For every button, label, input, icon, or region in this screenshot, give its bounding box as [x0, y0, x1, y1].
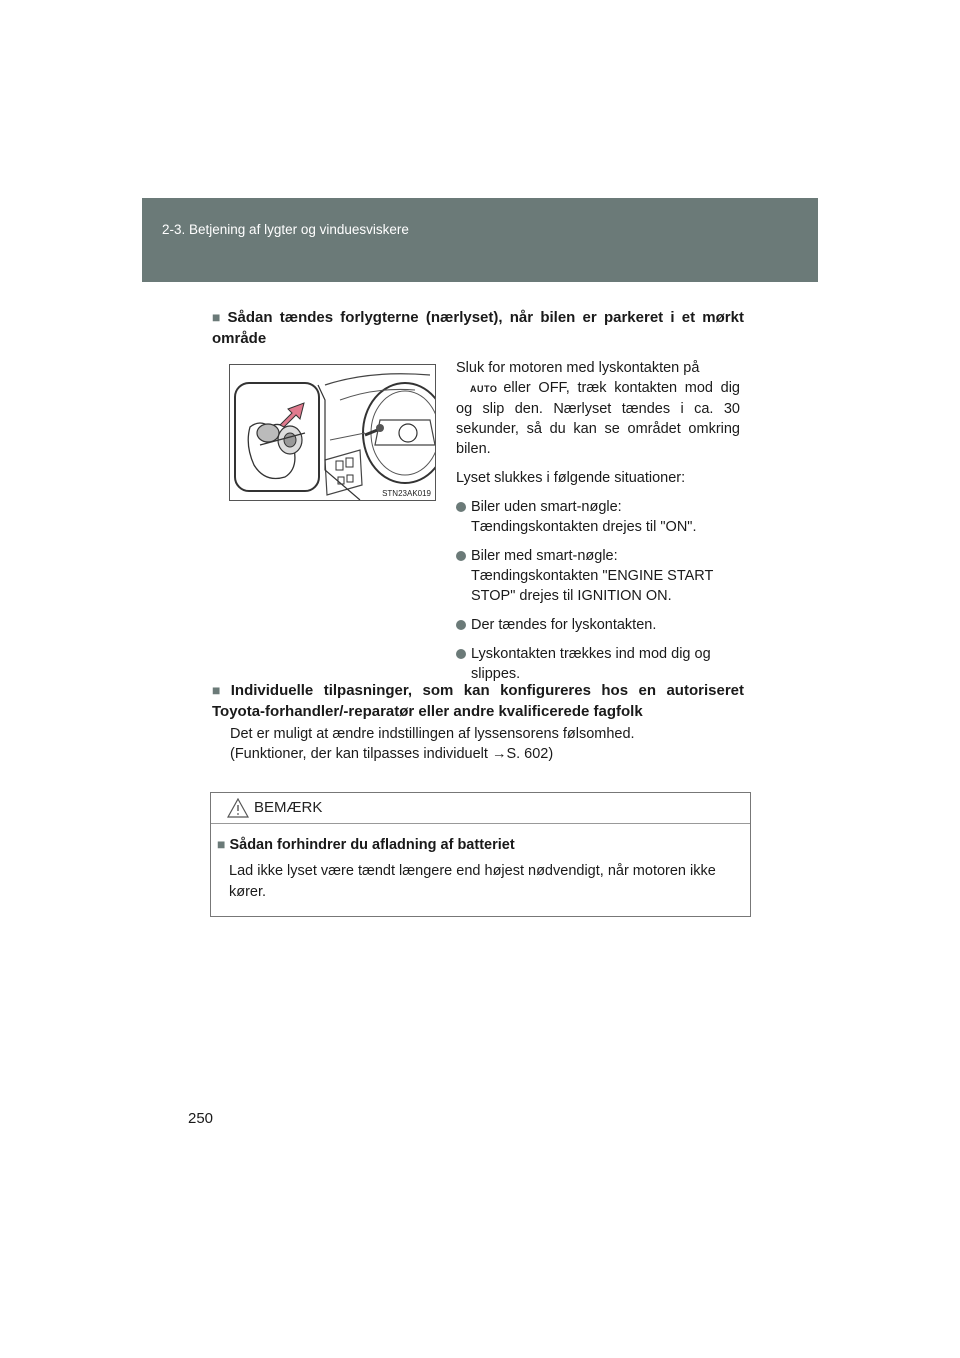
instructions-column [456, 358, 740, 684]
list-item: Biler med smart-nøgle: Tændingskontakten "ENGINE START STOP" drejes til IGNITION ON. [456, 546, 740, 606]
list-item: Der tændes for lyskontakten. [456, 615, 740, 635]
bullet-dot-icon [456, 502, 466, 512]
figure-label: STN23AK019 [382, 489, 431, 498]
auto-symbol: AUTO [470, 384, 498, 394]
notice-box [210, 792, 751, 917]
bullet-dot-icon [456, 649, 466, 659]
heading-parked-dark-area: ■ Sådan tændes forlygterne (nærlyset), når bilen er parkeret i et mørkt område [212, 309, 744, 347]
bullet-dot-icon [456, 620, 466, 630]
notice-body: Lad ikke lyset være tændt længere end højest nødvendigt, når motoren ikke kører. [229, 863, 716, 900]
switch-pull-drawing [230, 365, 435, 500]
square-bullet-icon: ■ [217, 836, 226, 852]
section-header [142, 198, 818, 282]
intro-paragraph: Sluk for motoren med lyskontakten på AUTO eller OFF, træk kontakten mod dig og slip den. Nærlyset tændes i ca. 30 sekunder, så du kan se området omkring bilen. [456, 360, 740, 457]
heading-customization: ■ Individuelle tilpasninger, som kan konfigureres hos en autoriseret Toyota-forhandler/-reparatør eller andre kvalificerede fagfolk [212, 682, 744, 720]
notice-title: ■ Sådan forhindrer du afladning af batteriet [217, 836, 515, 853]
list-item: Biler uden smart-nøgle: Tændingskontakten drejes til "ON". [456, 497, 740, 537]
bullet-dot-icon [456, 551, 466, 561]
page-number: 250 [188, 1110, 214, 1127]
page-reference: (Funktioner, der kan tilpasses individuelt →S. 602) [230, 746, 554, 762]
list-item: Lyskontakten trækkes ind mod dig og slippes. [456, 644, 740, 684]
customization-text: Det er muligt at ændre indstillingen af lyssensorens følsomhed. (Funktioner, der kan tilpasses individuelt →S. 602) [230, 724, 750, 764]
light-switch-illustration [229, 364, 436, 501]
notice-label: BEMÆRK [254, 799, 323, 816]
notice-header [211, 793, 750, 824]
section-title: 2-3. Betjening af lygter og vinduesviskere [162, 222, 409, 237]
warning-triangle-icon [227, 798, 249, 818]
square-bullet-icon: ■ [212, 309, 224, 325]
square-bullet-icon: ■ [212, 682, 227, 698]
off-intro: Lyset slukkes i følgende situationer: [456, 470, 686, 486]
